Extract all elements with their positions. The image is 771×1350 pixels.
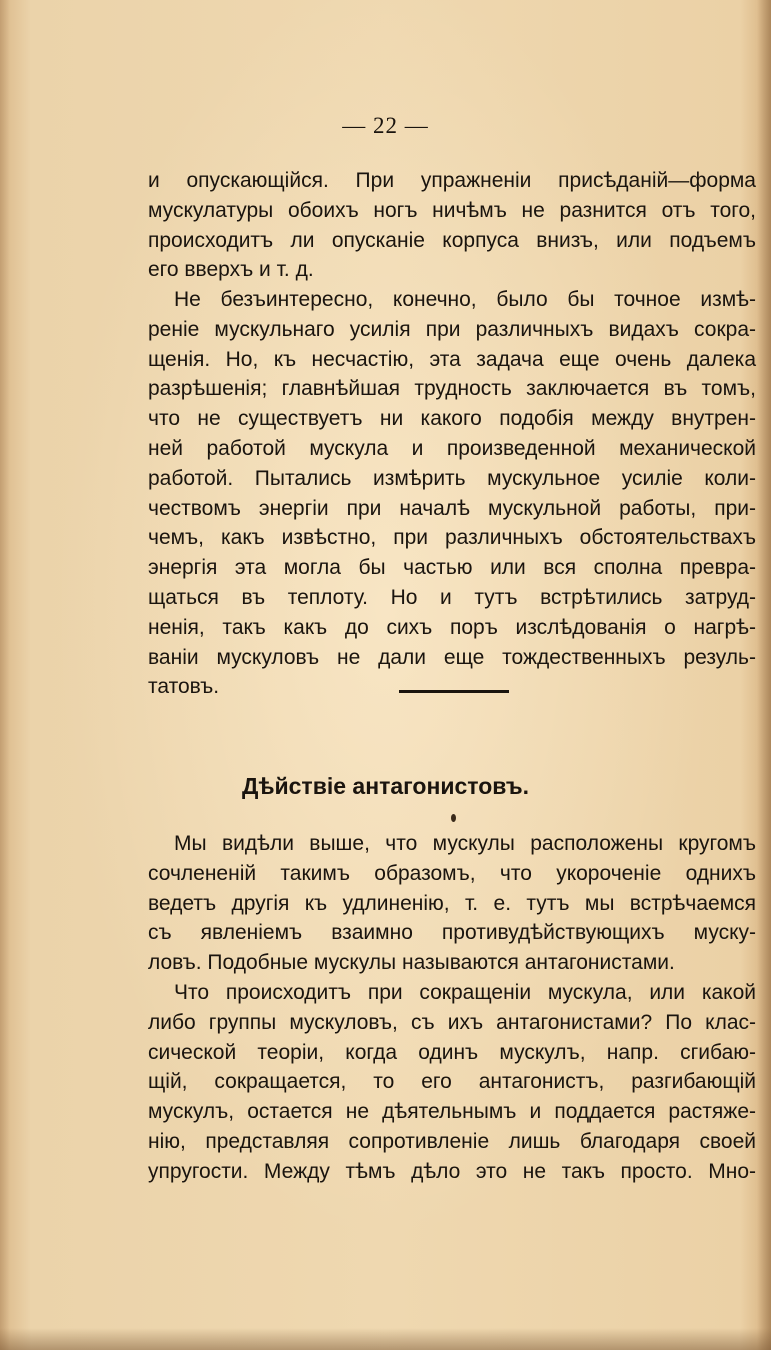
- text-line: ваніи мускуловъ не дали еще тождественныхъ резуль-: [148, 645, 756, 669]
- text-line: щій, сокращается, то его антагонистъ, разгибающій: [148, 1070, 756, 1094]
- text-line: сической теоріи, когда одинъ мускулъ, напр. сгибаю-: [148, 1040, 756, 1064]
- text-line: ведетъ другія къ удлиненію, т. е. тутъ мы встрѣчаемся: [148, 891, 756, 915]
- text-line: Что происходитъ при сокращеніи мускула, или какой: [174, 981, 756, 1004]
- text-line: упругости. Между тѣмъ дѣло это не такъ просто. Мно-: [148, 1159, 756, 1183]
- paragraph-antagonists-definition: [148, 829, 756, 978]
- page-number: — 22 —: [342, 113, 429, 138]
- text-line: щаться въ теплоту. Но и тутъ встрѣтились затруд-: [148, 585, 756, 609]
- text-line: разрѣшенія; главнѣйшая трудность заключается въ томъ,: [148, 377, 756, 401]
- text-line: Мы видѣли выше, что мускулы расположены кругомъ: [174, 832, 756, 855]
- text-line: чемъ, какъ извѣстно, при различныхъ обстоятельствахъ: [148, 526, 756, 550]
- text-line: нію, представляя сопротивленіе лишь благодаря своей: [148, 1129, 756, 1153]
- page-edge-shadow-left: [0, 0, 10, 1350]
- text-line: щенія. Но, къ несчастію, эта задача еще очень далека: [148, 347, 756, 371]
- text-line: либо группы мускуловъ, съ ихъ антагонистами? По клас-: [148, 1010, 756, 1034]
- paragraph-classical-theory: [148, 978, 756, 1187]
- text-line: энергія эта могла бы частью или вся сполна превра-: [148, 556, 756, 580]
- text-line: Не безъинтересно, конечно, было бы точное измѣ-: [174, 288, 756, 311]
- text-line: ней работой мускула и произведенной механической: [148, 436, 756, 460]
- paragraph-muscle-effort: [148, 285, 756, 702]
- section-divider: [399, 690, 509, 693]
- text-line: чествомъ энергіи при началѣ мускульной работы, при-: [148, 496, 756, 520]
- text-line: что не существуетъ ни какого подобія между внутрен-: [148, 407, 756, 431]
- text-line: и опускающійся. При упражненіи присѣданій—форма: [148, 169, 756, 192]
- text-line: съ явленіемъ взаимно противудѣйствующихъ муску-: [148, 921, 756, 945]
- text-line: происходитъ ли опусканіе корпуса внизъ, или подъемъ: [148, 228, 756, 252]
- text-line: ловъ. Подобные мускулы называются антагонистами.: [148, 951, 675, 975]
- text-line: мускулатуры обоихъ ногъ ничѣмъ не разнится отъ того,: [148, 198, 756, 222]
- page-edge-shadow-bottom: [0, 1328, 771, 1350]
- text-line: работой. Пытались измѣрить мускульное усиліе коли-: [148, 466, 756, 490]
- text-line: татовъ.: [148, 675, 220, 699]
- text-line: сочлененій такимъ образомъ, что укороченіе однихъ: [148, 861, 756, 885]
- text-line: ненія, такъ какъ до сихъ поръ изслѣдованія о нагрѣ-: [148, 615, 756, 639]
- section-heading: Дѣйствіе антагонистовъ.: [241, 773, 530, 799]
- text-line: реніе мускульнаго усилія при различныхъ видахъ сокра-: [148, 317, 756, 341]
- text-line: мускулъ, остается не дѣятельнымъ и поддается растяже-: [148, 1100, 756, 1124]
- text-line: его вверхъ и т. д.: [148, 258, 314, 282]
- ink-dot: [451, 814, 456, 822]
- page-edge-shadow-right: [757, 0, 771, 1350]
- paragraph-continuation: [148, 166, 756, 285]
